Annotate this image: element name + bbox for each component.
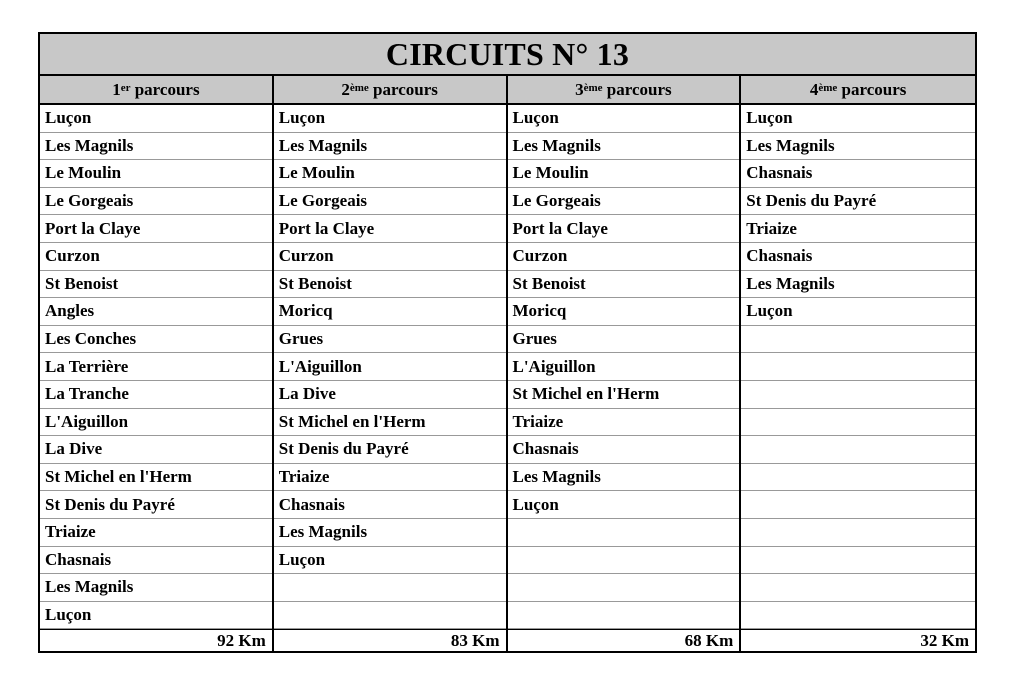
stop-cell: [508, 602, 740, 630]
route-column-4: [741, 76, 975, 651]
stop-cell: [741, 519, 975, 547]
stop-cell: [508, 547, 740, 575]
stop-cell: [741, 574, 975, 602]
stop-cell: [741, 547, 975, 575]
stop-cell: Chasnais: [274, 491, 506, 519]
stop-cell: [741, 436, 975, 464]
columns-container: [40, 76, 975, 651]
stop-cell: La Tranche: [40, 381, 272, 409]
stop-cell: L'Aiguillon: [40, 409, 272, 437]
stop-cell: Grues: [274, 326, 506, 354]
page-title: CIRCUITS N° 13: [40, 34, 975, 76]
stop-cell: Luçon: [508, 105, 740, 133]
stop-cell: Les Magnils: [274, 519, 506, 547]
stop-cell: Les Magnils: [741, 271, 975, 299]
stop-cell: St Michel en l'Herm: [508, 381, 740, 409]
stop-cell: Luçon: [40, 602, 272, 630]
stop-cell: Angles: [40, 298, 272, 326]
stop-cell: Les Magnils: [508, 133, 740, 161]
column-header-number: 3: [575, 79, 584, 99]
column-header-suffix: er: [120, 81, 131, 94]
column-header-number: 4: [809, 79, 819, 99]
stop-cell: La Dive: [274, 381, 506, 409]
stop-cell: L'Aiguillon: [508, 353, 740, 381]
circuits-table: [38, 32, 977, 653]
column-header: [274, 76, 506, 105]
stop-cell: Le Moulin: [274, 160, 506, 188]
stop-cell: [741, 326, 975, 354]
column-header-suffix: ème: [583, 81, 603, 94]
column-header-number: 2: [341, 79, 350, 99]
column-header-word: parcours: [373, 79, 438, 99]
stop-cell: Chasnais: [508, 436, 740, 464]
stop-cell: Les Magnils: [741, 133, 975, 161]
stop-cell: Les Conches: [40, 326, 272, 354]
stop-cell: [274, 574, 506, 602]
stop-cell: La Terrière: [40, 353, 272, 381]
stop-cell: St Denis du Payré: [741, 188, 975, 216]
stop-cell: Le Gorgeais: [40, 188, 272, 216]
stop-cell: Port la Claye: [40, 215, 272, 243]
stop-cell: St Benoist: [508, 271, 740, 299]
stop-cell: Chasnais: [741, 160, 975, 188]
stop-cell: [741, 353, 975, 381]
stop-cell: [508, 519, 740, 547]
stop-cell: Le Gorgeais: [274, 188, 506, 216]
stop-cell: Curzon: [274, 243, 506, 271]
route-column-1: [40, 76, 274, 651]
stops-list: [40, 105, 272, 629]
stop-cell: L'Aiguillon: [274, 353, 506, 381]
stop-cell: St Benoist: [40, 271, 272, 299]
column-header-suffix: ème: [818, 81, 838, 94]
stop-cell: [741, 602, 975, 630]
stops-list: [274, 105, 506, 629]
stop-cell: St Michel en l'Herm: [274, 409, 506, 437]
column-header: [40, 76, 272, 105]
stop-cell: [741, 381, 975, 409]
stop-cell: Port la Claye: [508, 215, 740, 243]
stop-cell: Grues: [508, 326, 740, 354]
stop-cell: Luçon: [741, 105, 975, 133]
stop-cell: St Denis du Payré: [40, 491, 272, 519]
route-column-3: [508, 76, 742, 651]
stop-cell: Chasnais: [40, 547, 272, 575]
stop-cell: Port la Claye: [274, 215, 506, 243]
stop-cell: Moricq: [274, 298, 506, 326]
stop-cell: Curzon: [508, 243, 740, 271]
stop-cell: [274, 602, 506, 630]
column-header: [741, 76, 975, 105]
stop-cell: Le Moulin: [40, 160, 272, 188]
distance-total: 68 Km: [508, 629, 740, 651]
stop-cell: Luçon: [274, 547, 506, 575]
stop-cell: Chasnais: [741, 243, 975, 271]
stop-cell: Les Magnils: [508, 464, 740, 492]
stop-cell: [741, 464, 975, 492]
distance-total: 83 Km: [274, 629, 506, 651]
stop-cell: Luçon: [40, 105, 272, 133]
stop-cell: Luçon: [741, 298, 975, 326]
stop-cell: Les Magnils: [274, 133, 506, 161]
route-column-2: [274, 76, 508, 651]
stop-cell: Luçon: [274, 105, 506, 133]
distance-total: 92 Km: [40, 629, 272, 651]
stop-cell: Les Magnils: [40, 574, 272, 602]
stop-cell: St Denis du Payré: [274, 436, 506, 464]
distance-total: 32 Km: [741, 629, 975, 651]
stop-cell: St Michel en l'Herm: [40, 464, 272, 492]
stop-cell: Le Gorgeais: [508, 188, 740, 216]
column-header-word: parcours: [841, 79, 907, 99]
stop-cell: Moricq: [508, 298, 740, 326]
stop-cell: [741, 409, 975, 437]
column-header-word: parcours: [606, 79, 672, 99]
column-header-suffix: ème: [349, 81, 369, 94]
column-header: [508, 76, 740, 105]
stop-cell: Triaize: [508, 409, 740, 437]
stop-cell: [741, 491, 975, 519]
stop-cell: St Benoist: [274, 271, 506, 299]
stop-cell: Luçon: [508, 491, 740, 519]
stop-cell: Triaize: [274, 464, 506, 492]
stop-cell: Le Moulin: [508, 160, 740, 188]
stops-list: [741, 105, 975, 629]
stop-cell: Triaize: [741, 215, 975, 243]
stops-list: [508, 105, 740, 629]
column-header-number: 1: [112, 79, 121, 99]
stop-cell: La Dive: [40, 436, 272, 464]
stop-cell: Curzon: [40, 243, 272, 271]
stop-cell: [508, 574, 740, 602]
stop-cell: Triaize: [40, 519, 272, 547]
column-header-word: parcours: [134, 79, 200, 99]
stop-cell: Les Magnils: [40, 133, 272, 161]
